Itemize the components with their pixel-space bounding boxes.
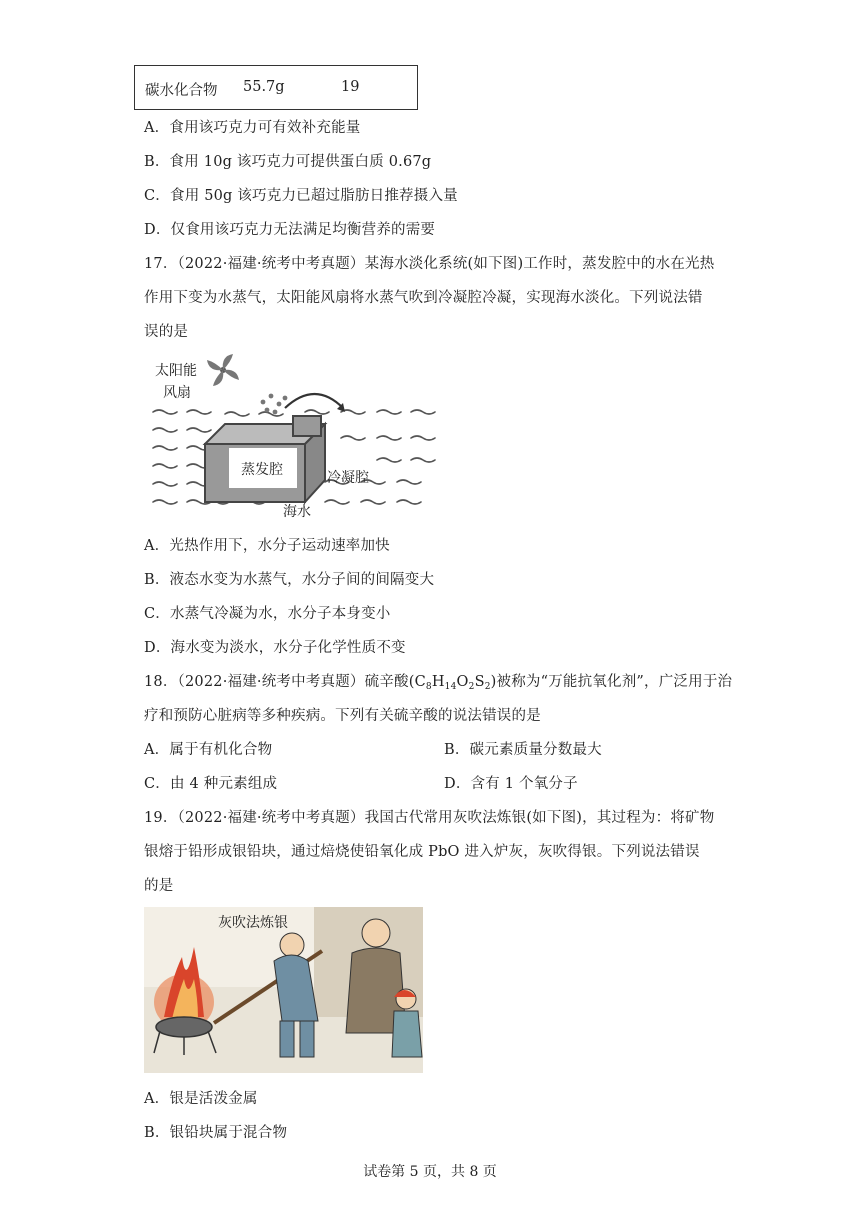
illustration-title: 灰吹法炼银: [218, 915, 288, 931]
q17-option-a: A．光热作用下，水分子运动速率加快: [144, 538, 390, 554]
q18-stem-line2: 疗和预防心脏病等多种疾病。下列有关硫辛酸的说法错误的是: [144, 708, 541, 724]
q19-stem-line3: 的是: [144, 878, 174, 894]
evaporation-chamber-label: 蒸发腔: [241, 462, 283, 478]
q17-option-c: C．水蒸气冷凝为水，水分子本身变小: [144, 606, 391, 622]
q18-stem-line1: 18．（2022·福建·统考中考真题）硫辛酸$(C_8H_{14}O_2S_2)$被称为“万能抗氧化剂”，广泛用于治: [144, 674, 733, 692]
q18-option-a: A．属于有机化合物: [144, 742, 273, 758]
fan-label-2: 风扇: [163, 385, 191, 401]
seawater-label: 海水: [283, 504, 311, 520]
silver-smelting-illustration: [144, 907, 423, 1073]
fan-label-1: 太阳能: [155, 363, 197, 379]
q16-option-d: D．仅食用该巧克力无法满足均衡营养的需要: [144, 222, 436, 238]
q17-option-b: B．液态水变为水蒸气，水分子间的间隔变大: [144, 572, 435, 588]
q19-option-a: A．银是活泼金属: [144, 1091, 258, 1107]
q17-stem-line1: 17．（2022·福建·统考中考真题）某海水淡化系统(如下图)工作时，蒸发腔中的水在光热: [144, 256, 715, 272]
nutrient-nrv: 19: [341, 79, 360, 95]
q17-stem-line2: 作用下变为水蒸气，太阳能风扇将水蒸气吹到冷凝腔冷凝，实现海水淡化。下列说法错: [144, 290, 703, 306]
nutrient-name: 碳水化合物: [145, 83, 218, 99]
airflow-arrow-icon: [285, 394, 343, 408]
q16-option-c: C．食用 50g 该巧克力已超过脂肪日推荐摄入量: [144, 188, 458, 204]
desalination-figure: [145, 352, 440, 522]
q18-option-b: B．碳元素质量分数最大: [444, 742, 602, 758]
page-footer: 试卷第 5 页，共 8 页: [363, 1164, 497, 1180]
q17-option-d: D．海水变为淡水，水分子化学性质不变: [144, 640, 406, 656]
q19-option-b: B．银铅块属于混合物: [144, 1125, 288, 1141]
q19-stem-line1: 19．（2022·福建·统考中考真题）我国古代常用灰吹法炼银(如下图)，其过程为：将矿物: [144, 810, 715, 826]
nutrition-table-row: [134, 65, 418, 110]
q17-stem-line3: 误的是: [144, 324, 189, 340]
q19-stem-line2: 银熔于铅形成银铅块，通过焙烧使铅氧化成 PbO 进入炉灰，灰吹得银。下列说法错误: [144, 844, 700, 860]
q18-option-d: D．含有 1 个氧分子: [444, 776, 578, 792]
nutrient-amount: 55.7g: [243, 79, 285, 95]
q18-option-c: C．由 4 种元素组成: [144, 776, 278, 792]
fan-icon: [207, 354, 239, 386]
q16-option-a: A．食用该巧克力可有效补充能量: [144, 120, 361, 136]
q16-option-b: B．食用 10g 该巧克力可提供蛋白质 0.67g: [144, 154, 432, 170]
condensation-chamber-label: 冷凝腔: [327, 470, 369, 486]
evaporation-chamber: [205, 416, 325, 502]
